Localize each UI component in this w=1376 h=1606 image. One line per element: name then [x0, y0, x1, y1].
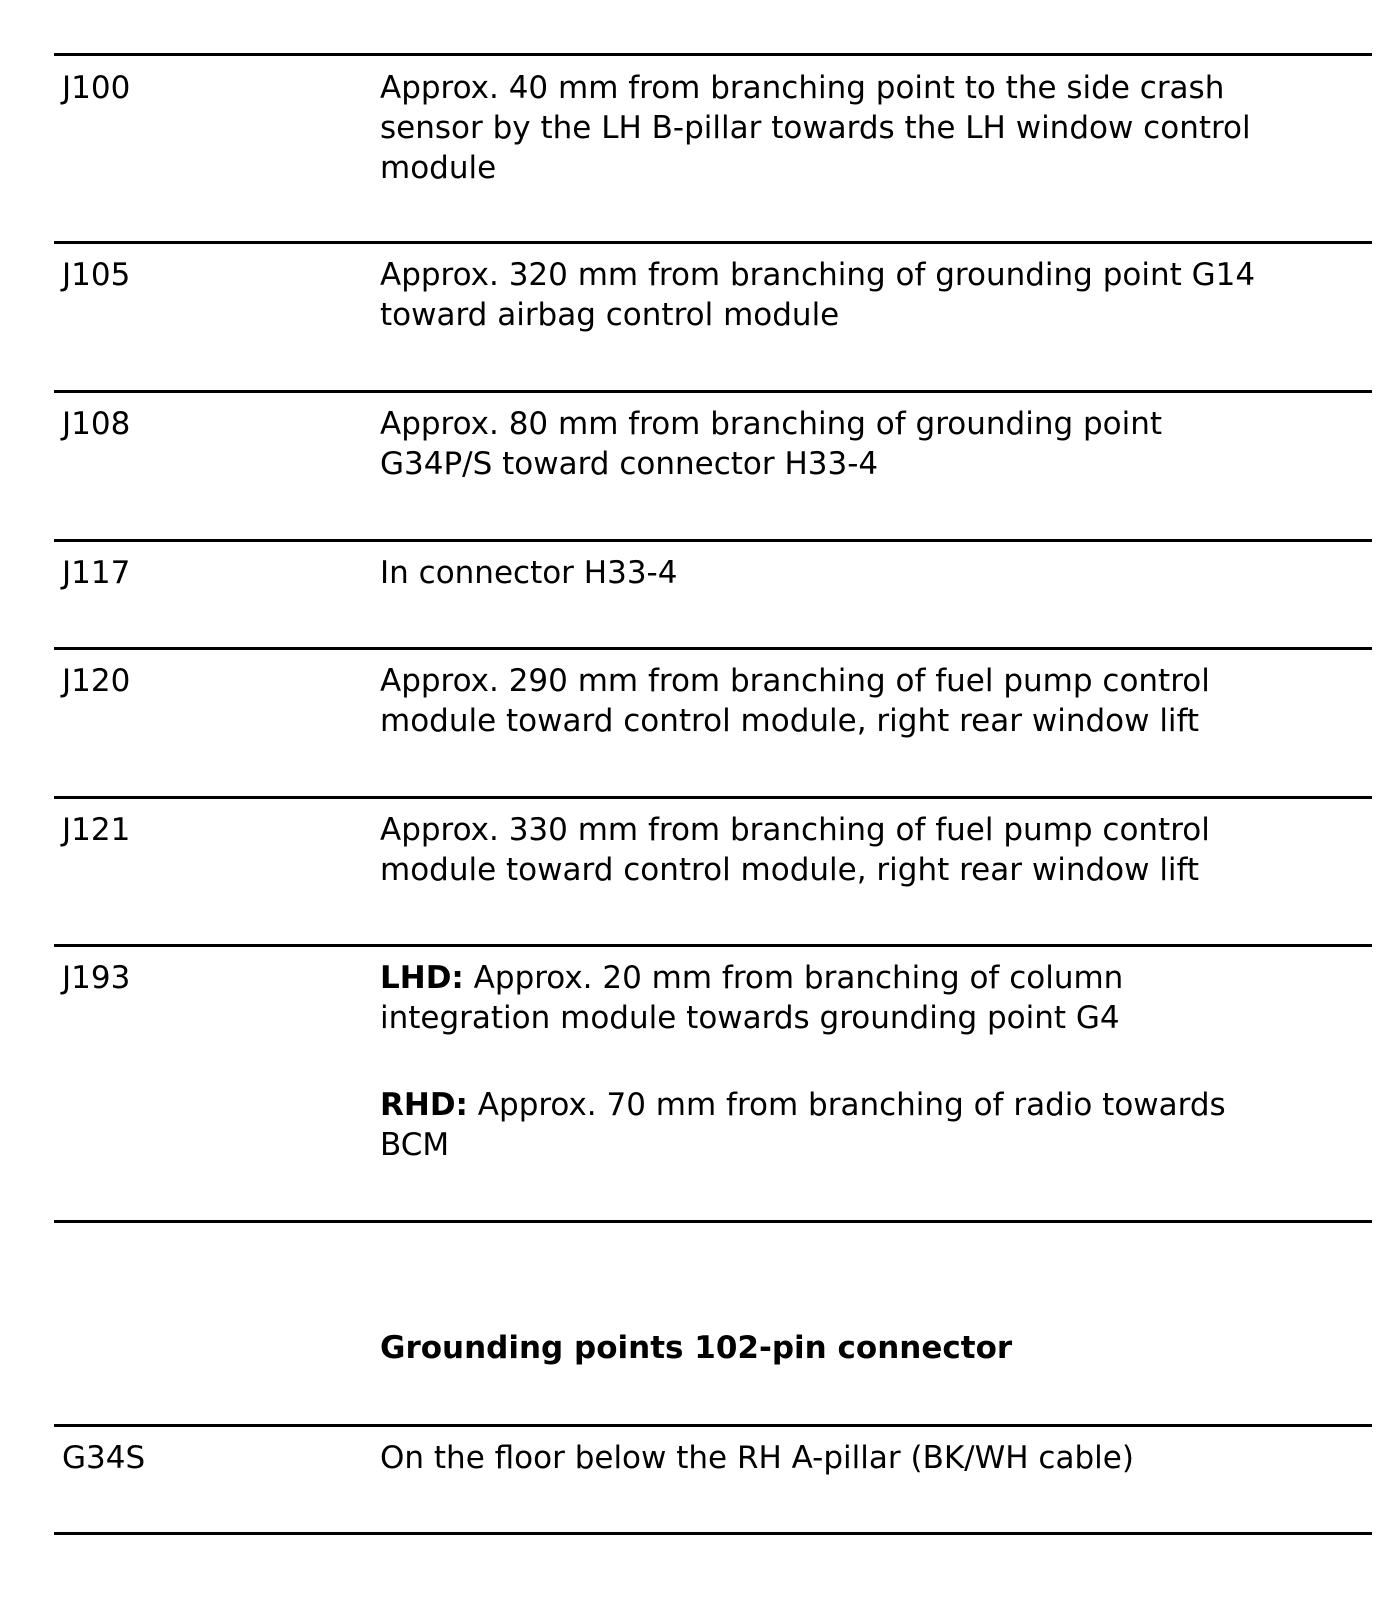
description-line: BCM	[380, 1127, 450, 1163]
table-rule	[54, 647, 1372, 650]
table-rule	[54, 539, 1372, 542]
rhd-label: RHD:	[380, 1087, 468, 1123]
description-text: Approx. 70 mm from branching of radio towards	[467, 1087, 1226, 1123]
description-line: sensor by the LH B-pillar towards the LH window control	[380, 110, 1251, 146]
row-description	[380, 404, 1350, 484]
row-code: J120	[62, 663, 131, 699]
row-description	[380, 68, 1350, 188]
table-rule	[54, 944, 1372, 947]
table-rule	[54, 796, 1372, 799]
row-code: J121	[62, 812, 131, 848]
description-line: Approx. 320 mm from branching of grounding point G14	[380, 257, 1256, 293]
description-line: Approx. 40 mm from branching point to the side crash	[380, 70, 1225, 106]
row-code: J105	[62, 257, 131, 293]
table-rule	[54, 53, 1372, 56]
description-line: module	[380, 150, 497, 186]
row-description	[380, 255, 1350, 335]
description-line: module toward control module, right rear window lift	[380, 852, 1200, 888]
description-line: integration module towards grounding point G4	[380, 1000, 1120, 1036]
table-rule	[54, 390, 1372, 393]
table-rule	[54, 1220, 1372, 1223]
row-description	[380, 661, 1350, 741]
lhd-label: LHD:	[380, 960, 464, 996]
description-line	[380, 958, 1350, 998]
description-line: In connector H33-4	[380, 555, 678, 591]
description-line	[380, 1085, 1350, 1125]
description-line: G34P/S toward connector H33-4	[380, 446, 879, 482]
table-rule	[54, 1424, 1372, 1427]
section-heading: Grounding points 102-pin connector	[380, 1330, 1013, 1366]
row-description-lhd	[380, 958, 1350, 1038]
row-code: J108	[62, 406, 131, 442]
row-code: J193	[62, 960, 131, 996]
table-rule	[54, 1532, 1372, 1535]
row-description-rhd	[380, 1085, 1350, 1165]
row-description	[380, 1438, 1350, 1478]
description-text: Approx. 20 mm from branching of column	[463, 960, 1124, 996]
row-code: G34S	[62, 1440, 146, 1476]
description-line: Approx. 290 mm from branching of fuel pump control	[380, 663, 1210, 699]
description-line: Approx. 330 mm from branching of fuel pump control	[380, 812, 1210, 848]
description-line: On the floor below the RH A-pillar (BK/WH cable)	[380, 1440, 1134, 1476]
description-line: toward airbag control module	[380, 297, 840, 333]
description-line: module toward control module, right rear window lift	[380, 703, 1200, 739]
row-description	[380, 553, 1350, 593]
row-description	[380, 810, 1350, 890]
description-line: Approx. 80 mm from branching of grounding point	[380, 406, 1163, 442]
row-code: J100	[62, 70, 131, 106]
table-rule	[54, 241, 1372, 244]
row-code: J117	[62, 555, 131, 591]
